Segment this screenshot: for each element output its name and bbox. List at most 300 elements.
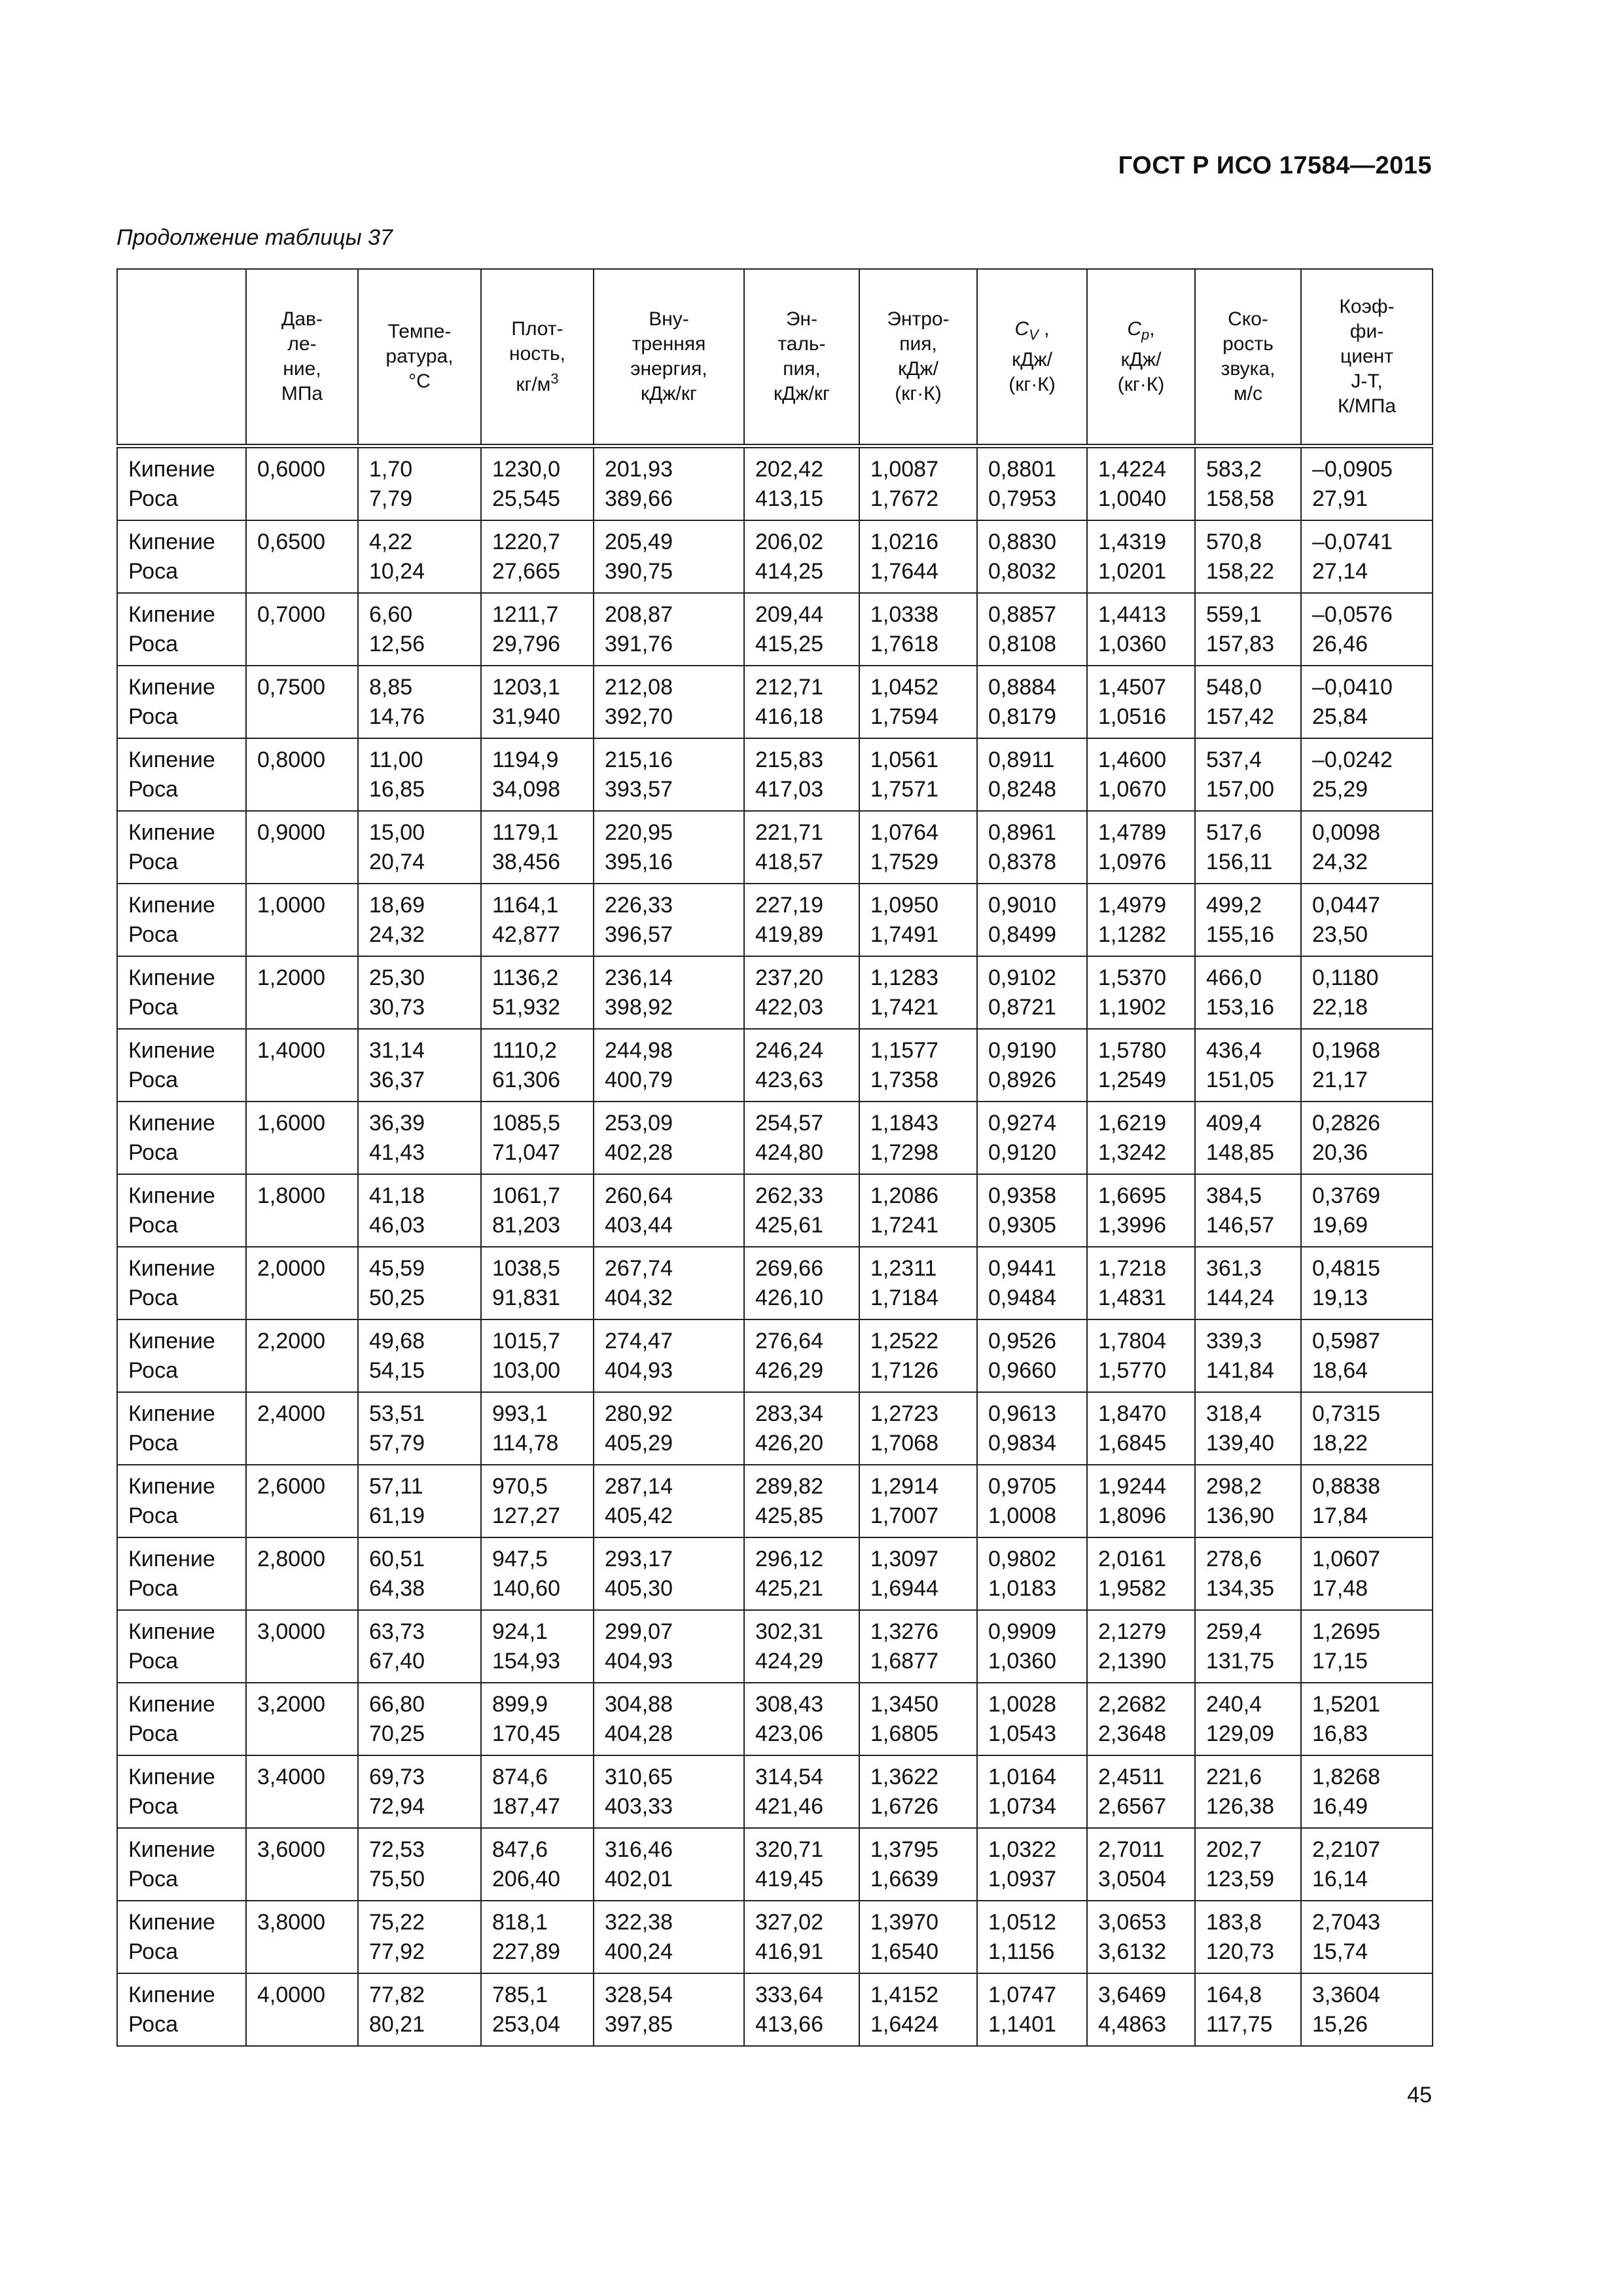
pressure-cell-value: 0,6000 xyxy=(257,457,325,482)
state-cell-line: Кипение xyxy=(128,675,215,700)
entropy-cell-line: 1,6540 xyxy=(870,1939,938,1964)
table-row xyxy=(117,1755,1433,1828)
temperature-cell-line: 4,22 xyxy=(369,529,413,554)
cp-cell-line: 1,2549 xyxy=(1098,1067,1166,1092)
cp-cell-line: 3,0653 xyxy=(1098,1910,1166,1935)
pressure-cell xyxy=(246,1973,358,2046)
enthalpy-cell-line: 416,18 xyxy=(755,704,823,729)
pressure-cell-value: 2,4000 xyxy=(257,1401,325,1426)
cv-cell-line: 0,9190 xyxy=(988,1038,1056,1063)
density-cell-line: 38,456 xyxy=(492,850,560,874)
internal-energy-cell-line: 403,44 xyxy=(605,1213,673,1238)
enthalpy-cell-line: 206,02 xyxy=(755,529,823,554)
cv-cell-line: 0,8721 xyxy=(988,995,1056,1020)
cv-cell xyxy=(977,884,1087,956)
enthalpy-cell-line: 426,20 xyxy=(755,1431,823,1456)
jt-coefficient-cell-line: 27,91 xyxy=(1312,486,1368,511)
density-cell-line: 1220,7 xyxy=(492,529,560,554)
state-cell-line: Роса xyxy=(128,704,179,729)
enthalpy-cell-line: 419,89 xyxy=(755,922,823,947)
enthalpy-cell-line: 269,66 xyxy=(755,1256,823,1281)
sound-speed-cell-line: 123,59 xyxy=(1206,1867,1274,1892)
pressure-cell xyxy=(246,811,358,884)
entropy-cell xyxy=(859,1610,977,1683)
internal-energy-cell-line: 403,33 xyxy=(605,1794,673,1819)
state-cell xyxy=(117,738,246,811)
sound-speed-cell-line: 318,4 xyxy=(1206,1401,1262,1426)
jt-coefficient-cell-line: 16,49 xyxy=(1312,1794,1368,1819)
jt-coefficient-cell xyxy=(1301,811,1433,884)
density-cell xyxy=(481,1029,594,1102)
cp-cell-line: 1,4319 xyxy=(1098,529,1166,554)
pressure-cell xyxy=(246,1465,358,1537)
temperature-cell-line: 18,69 xyxy=(369,893,425,918)
internal-energy-cell xyxy=(594,1610,744,1683)
state-cell-line: Кипение xyxy=(128,893,215,918)
pressure-cell xyxy=(246,666,358,738)
enthalpy-cell xyxy=(744,1392,859,1465)
internal-energy-cell xyxy=(594,1537,744,1610)
temperature-cell-line: 24,32 xyxy=(369,922,425,947)
cp-cell-line: 1,1902 xyxy=(1098,995,1166,1020)
density-cell-line: 847,6 xyxy=(492,1837,548,1862)
table-row xyxy=(117,446,1433,521)
sound-speed-cell-line: 158,58 xyxy=(1206,486,1274,511)
state-cell-line: Роса xyxy=(128,1285,179,1310)
temperature-cell-line: 77,82 xyxy=(369,1982,425,2007)
pressure-cell-value: 1,0000 xyxy=(257,893,325,918)
internal-energy-cell-line: 398,92 xyxy=(605,995,673,1020)
density-cell-line: 29,796 xyxy=(492,632,560,656)
jt-coefficient-cell xyxy=(1301,1901,1433,1973)
entropy-cell-line: 1,7007 xyxy=(870,1503,938,1528)
cp-cell-line: 1,4979 xyxy=(1098,893,1166,918)
internal-energy-cell xyxy=(594,1029,744,1102)
cp-cell-line: 2,6567 xyxy=(1098,1794,1166,1819)
density-cell xyxy=(481,593,594,666)
density-cell-line: 1230,0 xyxy=(492,457,560,482)
internal-energy-cell-line: 201,93 xyxy=(605,457,673,482)
entropy-cell-line: 1,3970 xyxy=(870,1910,938,1935)
cv-cell-line: 0,9305 xyxy=(988,1213,1056,1238)
enthalpy-cell-line: 413,15 xyxy=(755,486,823,511)
entropy-cell-line: 1,0087 xyxy=(870,457,938,482)
state-cell-line: Кипение xyxy=(128,1910,215,1935)
cp-cell-line: 1,3996 xyxy=(1098,1213,1166,1238)
internal-energy-cell xyxy=(594,1319,744,1392)
sound-speed-cell-line: 384,5 xyxy=(1206,1183,1262,1208)
density-cell-line: 91,831 xyxy=(492,1285,560,1310)
entropy-cell-line: 1,0950 xyxy=(870,893,938,918)
enthalpy-cell-line: 212,71 xyxy=(755,675,823,700)
sound-speed-cell xyxy=(1195,1465,1301,1537)
data-table xyxy=(116,268,1433,2047)
internal-energy-cell xyxy=(594,1901,744,1973)
temperature-cell-line: 49,68 xyxy=(369,1329,425,1354)
sound-speed-cell-line: 157,42 xyxy=(1206,704,1274,729)
entropy-cell-line: 1,7571 xyxy=(870,777,938,802)
state-cell xyxy=(117,446,246,521)
entropy-cell-line: 1,0452 xyxy=(870,675,938,700)
entropy-cell xyxy=(859,593,977,666)
density-cell-line: 1015,7 xyxy=(492,1329,560,1354)
jt-coefficient-cell xyxy=(1301,1174,1433,1247)
cp-cell-line: 3,0504 xyxy=(1098,1867,1166,1892)
internal-energy-cell xyxy=(594,1174,744,1247)
internal-energy-cell-line: 274,47 xyxy=(605,1329,673,1354)
cp-cell-line: 1,7218 xyxy=(1098,1256,1166,1281)
cp-cell xyxy=(1087,593,1195,666)
density-cell xyxy=(481,1392,594,1465)
sound-speed-cell-line: 570,8 xyxy=(1206,529,1262,554)
sound-speed-cell-line: 139,40 xyxy=(1206,1431,1274,1456)
internal-energy-cell xyxy=(594,1392,744,1465)
jt-coefficient-cell xyxy=(1301,1537,1433,1610)
density-cell-line: 42,877 xyxy=(492,922,560,947)
internal-energy-cell-line: 299,07 xyxy=(605,1619,673,1644)
pressure-cell-value: 0,7000 xyxy=(257,602,325,627)
internal-energy-cell-line: 396,57 xyxy=(605,922,673,947)
sound-speed-cell xyxy=(1195,1174,1301,1247)
cp-cell-line: 2,1279 xyxy=(1098,1619,1166,1644)
density-cell-line: 1203,1 xyxy=(492,675,560,700)
sound-speed-cell xyxy=(1195,1102,1301,1174)
state-cell xyxy=(117,1319,246,1392)
sound-speed-cell-line: 136,90 xyxy=(1206,1503,1274,1528)
table-row xyxy=(117,738,1433,811)
internal-energy-cell-line: 310,65 xyxy=(605,1765,673,1789)
state-cell-line: Роса xyxy=(128,1503,179,1528)
entropy-cell-line: 1,2311 xyxy=(870,1256,937,1281)
state-cell xyxy=(117,956,246,1029)
pressure-cell-value: 4,0000 xyxy=(257,1982,325,2007)
state-cell-line: Роса xyxy=(128,1939,179,1964)
cv-cell xyxy=(977,1102,1087,1174)
density-cell-line: 1038,5 xyxy=(492,1256,560,1281)
jt-coefficient-cell-line: 0,0098 xyxy=(1312,820,1380,845)
enthalpy-cell-line: 237,20 xyxy=(755,965,823,990)
internal-energy-cell-line: 267,74 xyxy=(605,1256,673,1281)
cv-cell-line: 1,0543 xyxy=(988,1721,1056,1746)
sound-speed-cell-line: 240,4 xyxy=(1206,1692,1262,1717)
density-cell-line: 1110,2 xyxy=(492,1038,557,1063)
entropy-cell-line: 1,7358 xyxy=(870,1067,938,1092)
density-cell-line: 34,098 xyxy=(492,777,560,802)
enthalpy-cell-line: 423,63 xyxy=(755,1067,823,1092)
cv-cell-line: 1,0164 xyxy=(988,1765,1056,1789)
temperature-cell-line: 14,76 xyxy=(369,704,425,729)
internal-energy-cell-line: 208,87 xyxy=(605,602,673,627)
temperature-cell-line: 8,85 xyxy=(369,675,413,700)
temperature-cell xyxy=(358,1102,481,1174)
pressure-cell-value: 3,6000 xyxy=(257,1837,325,1862)
density-cell xyxy=(481,1828,594,1901)
cv-cell-line: 0,8248 xyxy=(988,777,1056,802)
enthalpy-cell-line: 320,71 xyxy=(755,1837,823,1862)
jt-coefficient-cell xyxy=(1301,1247,1433,1319)
density-cell-line: 924,1 xyxy=(492,1619,548,1644)
internal-energy-cell-line: 287,14 xyxy=(605,1474,673,1499)
table-caption: Продолжение таблицы 37 xyxy=(116,225,393,250)
table-row xyxy=(117,811,1433,884)
jt-coefficient-cell-line: 0,1180 xyxy=(1312,965,1379,990)
temperature-cell-line: 63,73 xyxy=(369,1619,425,1644)
internal-energy-cell xyxy=(594,1973,744,2046)
density-cell-line: 170,45 xyxy=(492,1721,560,1746)
cv-cell-line: 0,8499 xyxy=(988,922,1056,947)
state-cell-line: Роса xyxy=(128,1431,179,1456)
sound-speed-cell xyxy=(1195,1392,1301,1465)
internal-energy-cell-line: 304,88 xyxy=(605,1692,673,1717)
jt-coefficient-cell-line: 0,5987 xyxy=(1312,1329,1380,1354)
internal-energy-cell-line: 253,09 xyxy=(605,1111,673,1136)
entropy-cell-line: 1,2914 xyxy=(870,1474,938,1499)
table-row xyxy=(117,1828,1433,1901)
pressure-cell-value: 2,2000 xyxy=(257,1329,325,1354)
cv-cell-line: 0,8857 xyxy=(988,602,1056,627)
sound-speed-cell-line: 409,4 xyxy=(1206,1111,1262,1136)
enthalpy-cell-line: 425,85 xyxy=(755,1503,823,1528)
pressure-cell-value: 0,7500 xyxy=(257,675,325,700)
temperature-cell-line: 20,74 xyxy=(369,850,425,874)
cp-cell-line: 1,4224 xyxy=(1098,457,1166,482)
enthalpy-cell-line: 296,12 xyxy=(755,1547,823,1571)
enthalpy-cell-line: 416,91 xyxy=(755,1939,823,1964)
temperature-cell xyxy=(358,1901,481,1973)
entropy-cell-line: 1,0216 xyxy=(870,529,938,554)
sound-speed-cell-line: 131,75 xyxy=(1206,1649,1274,1674)
temperature-cell-line: 67,40 xyxy=(369,1649,425,1674)
pressure-cell-value: 3,8000 xyxy=(257,1910,325,1935)
pressure-cell-value: 2,0000 xyxy=(257,1256,325,1281)
cp-cell xyxy=(1087,446,1195,521)
cp-cell xyxy=(1087,1828,1195,1901)
enthalpy-cell xyxy=(744,593,859,666)
density-cell xyxy=(481,446,594,521)
density-cell-line: 206,40 xyxy=(492,1867,560,1892)
pressure-cell xyxy=(246,956,358,1029)
enthalpy-cell xyxy=(744,1683,859,1755)
cv-cell-line: 0,9613 xyxy=(988,1401,1056,1426)
entropy-cell-line: 1,7068 xyxy=(870,1431,938,1456)
enthalpy-cell-line: 415,25 xyxy=(755,632,823,656)
cp-cell-line: 3,6132 xyxy=(1098,1939,1166,1964)
entropy-cell-line: 1,4152 xyxy=(870,1982,938,2007)
cv-cell-line: 0,8032 xyxy=(988,559,1056,584)
jt-coefficient-cell-line: 27,14 xyxy=(1312,559,1368,584)
jt-coefficient-cell xyxy=(1301,520,1433,593)
jt-coefficient-cell xyxy=(1301,1102,1433,1174)
header-cv: $C_V$ , кДж/ (кг·К) xyxy=(977,269,1087,446)
temperature-cell-line: 36,39 xyxy=(369,1111,425,1136)
sound-speed-cell-line: 157,00 xyxy=(1206,777,1274,802)
jt-coefficient-cell-line: 0,4815 xyxy=(1312,1256,1380,1281)
entropy-cell xyxy=(859,738,977,811)
enthalpy-cell xyxy=(744,956,859,1029)
enthalpy-cell-line: 221,71 xyxy=(755,820,823,845)
temperature-cell-line: 75,50 xyxy=(369,1867,425,1892)
cp-cell xyxy=(1087,1755,1195,1828)
sound-speed-cell-line: 361,3 xyxy=(1206,1256,1262,1281)
internal-energy-cell-line: 405,29 xyxy=(605,1431,673,1456)
entropy-cell-line: 1,7491 xyxy=(870,922,938,947)
density-cell-line: 154,93 xyxy=(492,1649,560,1674)
cv-cell xyxy=(977,1901,1087,1973)
cp-cell-line: 1,0201 xyxy=(1098,559,1166,584)
temperature-cell-line: 16,85 xyxy=(369,777,425,802)
enthalpy-cell xyxy=(744,884,859,956)
state-cell xyxy=(117,1247,246,1319)
temperature-cell-line: 11,00 xyxy=(369,747,423,772)
jt-coefficient-cell-line: 1,2695 xyxy=(1312,1619,1380,1644)
temperature-cell-line: 75,22 xyxy=(369,1910,425,1935)
internal-energy-cell-line: 328,54 xyxy=(605,1982,673,2007)
cv-cell-line: 0,9441 xyxy=(988,1256,1056,1281)
state-cell-line: Роса xyxy=(128,1794,179,1819)
cv-cell xyxy=(977,1029,1087,1102)
table-row xyxy=(117,884,1433,956)
jt-coefficient-cell-line: –0,0576 xyxy=(1312,602,1393,627)
temperature-cell xyxy=(358,1973,481,2046)
jt-coefficient-cell xyxy=(1301,1465,1433,1537)
jt-coefficient-cell xyxy=(1301,1683,1433,1755)
cv-cell xyxy=(977,446,1087,521)
enthalpy-cell-line: 418,57 xyxy=(755,850,823,874)
table-row xyxy=(117,1174,1433,1247)
jt-coefficient-cell-line: –0,0905 xyxy=(1312,457,1393,482)
sound-speed-cell-line: 164,8 xyxy=(1206,1982,1262,2007)
density-cell-line: 785,1 xyxy=(492,1982,548,2007)
sound-speed-cell xyxy=(1195,1755,1301,1828)
internal-energy-cell xyxy=(594,593,744,666)
internal-energy-cell-line: 293,17 xyxy=(605,1547,673,1571)
density-cell xyxy=(481,1174,594,1247)
entropy-cell xyxy=(859,1901,977,1973)
pressure-cell-value: 3,4000 xyxy=(257,1765,325,1789)
density-cell-line: 947,5 xyxy=(492,1547,548,1571)
enthalpy-cell-line: 413,66 xyxy=(755,2012,823,2037)
pressure-cell-value: 1,8000 xyxy=(257,1183,325,1208)
cp-cell xyxy=(1087,520,1195,593)
enthalpy-cell-line: 425,61 xyxy=(755,1213,823,1238)
temperature-cell-line: 30,73 xyxy=(369,995,425,1020)
density-cell-line: 818,1 xyxy=(492,1910,548,1935)
sound-speed-cell-line: 129,09 xyxy=(1206,1721,1274,1746)
cp-cell-line: 1,6845 xyxy=(1098,1431,1166,1456)
jt-coefficient-cell-line: 15,74 xyxy=(1312,1939,1368,1964)
cp-cell-line: 1,4507 xyxy=(1098,675,1166,700)
sound-speed-cell xyxy=(1195,956,1301,1029)
cp-cell-line: 1,9244 xyxy=(1098,1474,1166,1499)
sound-speed-cell-line: 221,6 xyxy=(1206,1765,1262,1789)
entropy-cell-line: 1,7672 xyxy=(870,486,938,511)
sound-speed-cell-line: 559,1 xyxy=(1206,602,1262,627)
state-cell-line: Роса xyxy=(128,1576,179,1601)
entropy-cell xyxy=(859,1755,977,1828)
internal-energy-cell-line: 212,08 xyxy=(605,675,673,700)
density-cell-line: 25,545 xyxy=(492,486,560,511)
cp-cell-line: 1,6219 xyxy=(1098,1111,1166,1136)
density-cell xyxy=(481,884,594,956)
cv-cell xyxy=(977,811,1087,884)
state-cell-line: Кипение xyxy=(128,529,215,554)
enthalpy-cell-line: 327,02 xyxy=(755,1910,823,1935)
sound-speed-cell-line: 278,6 xyxy=(1206,1547,1262,1571)
cp-cell-line: 1,5770 xyxy=(1098,1358,1166,1383)
jt-coefficient-cell-line: 25,84 xyxy=(1312,704,1368,729)
density-cell xyxy=(481,1755,594,1828)
jt-coefficient-cell xyxy=(1301,1392,1433,1465)
enthalpy-cell xyxy=(744,738,859,811)
entropy-cell-line: 1,0561 xyxy=(870,747,938,772)
density-cell-line: 61,306 xyxy=(492,1067,560,1092)
table-row xyxy=(117,1392,1433,1465)
state-cell-line: Кипение xyxy=(128,965,215,990)
cv-cell-line: 1,0734 xyxy=(988,1794,1056,1819)
density-cell xyxy=(481,520,594,593)
jt-coefficient-cell xyxy=(1301,446,1433,521)
cp-cell xyxy=(1087,1683,1195,1755)
enthalpy-cell-line: 283,34 xyxy=(755,1401,823,1426)
state-cell xyxy=(117,1537,246,1610)
temperature-cell-line: 54,15 xyxy=(369,1358,425,1383)
internal-energy-cell xyxy=(594,666,744,738)
state-cell-line: Роса xyxy=(128,1721,179,1746)
density-cell xyxy=(481,1610,594,1683)
density-cell xyxy=(481,956,594,1029)
cv-cell-line: 0,7953 xyxy=(988,486,1056,511)
internal-energy-cell-line: 236,14 xyxy=(605,965,673,990)
table-row xyxy=(117,1973,1433,2046)
entropy-cell-line: 1,7618 xyxy=(870,632,938,656)
pressure-cell-value: 3,0000 xyxy=(257,1619,325,1644)
cp-cell-line: 1,5780 xyxy=(1098,1038,1166,1063)
jt-coefficient-cell-line: 3,3604 xyxy=(1312,1982,1380,2007)
state-cell-line: Роса xyxy=(128,1213,179,1238)
sound-speed-cell-line: 156,11 xyxy=(1206,850,1273,874)
density-cell-line: 127,27 xyxy=(492,1503,560,1528)
cv-cell-line: 1,0183 xyxy=(988,1576,1056,1601)
entropy-cell xyxy=(859,1247,977,1319)
cv-cell-line: 0,8961 xyxy=(988,820,1056,845)
temperature-cell-line: 46,03 xyxy=(369,1213,425,1238)
state-cell xyxy=(117,1174,246,1247)
pressure-cell-value: 1,4000 xyxy=(257,1038,325,1063)
temperature-cell xyxy=(358,1537,481,1610)
enthalpy-cell xyxy=(744,1102,859,1174)
sound-speed-cell-line: 499,2 xyxy=(1206,893,1262,918)
state-cell-line: Роса xyxy=(128,777,179,802)
header-temperature: Темпе- ратура, °С xyxy=(358,269,481,446)
jt-coefficient-cell-line: 22,18 xyxy=(1312,995,1368,1020)
internal-energy-cell xyxy=(594,738,744,811)
entropy-cell-line: 1,3622 xyxy=(870,1765,938,1789)
enthalpy-cell-line: 227,19 xyxy=(755,893,823,918)
sound-speed-cell-line: 158,22 xyxy=(1206,559,1274,584)
enthalpy-cell-line: 289,82 xyxy=(755,1474,823,1499)
header-cp: $C_p$, кДж/ (кг·К) xyxy=(1087,269,1195,446)
cv-cell xyxy=(977,1319,1087,1392)
cv-cell xyxy=(977,520,1087,593)
enthalpy-cell xyxy=(744,1174,859,1247)
jt-coefficient-cell xyxy=(1301,1973,1433,2046)
sound-speed-cell xyxy=(1195,1537,1301,1610)
sound-speed-cell-line: 259,4 xyxy=(1206,1619,1262,1644)
jt-coefficient-cell-line: 19,13 xyxy=(1312,1285,1368,1310)
state-cell-line: Кипение xyxy=(128,747,215,772)
cv-cell xyxy=(977,956,1087,1029)
jt-coefficient-cell-line: 15,26 xyxy=(1312,2012,1368,2037)
